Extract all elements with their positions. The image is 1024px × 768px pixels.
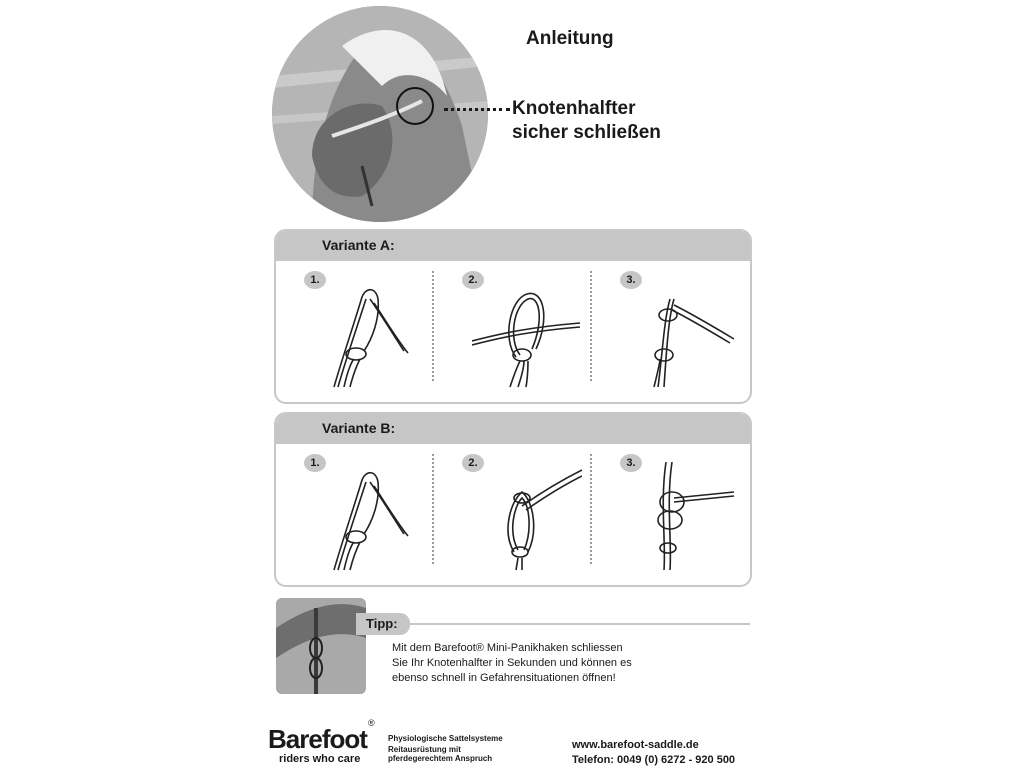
registered-mark: ® [368, 718, 375, 728]
tagline-line-1: Reitausrüstung mit [388, 745, 461, 754]
variant-b-step-1 [276, 444, 432, 572]
tip-label: Tipp: [356, 613, 410, 635]
step-number: 1. [304, 454, 326, 472]
tagline-riding-equipment [388, 745, 508, 763]
tagline-line-2: pferdegerechtem Anspruch [388, 754, 493, 763]
step-number: 2. [462, 454, 484, 472]
tip-divider [400, 623, 750, 625]
callout-line-1: Knotenhalfter [512, 98, 636, 119]
tip-line-1: Mit dem Barefoot® Mini-Panikhaken schliessen [392, 642, 623, 654]
variant-a-title: Variante A: [322, 237, 395, 253]
variant-a-panel [274, 229, 752, 404]
page-title: Anleitung [526, 28, 614, 49]
phone-number: Telefon: 0049 (0) 6272 - 920 500 [572, 754, 736, 766]
knot-step-3-icon [630, 279, 740, 389]
variant-b-step-3 [592, 444, 748, 572]
brand-tagline: riders who care [279, 753, 361, 765]
tip-photo [276, 598, 366, 694]
callout-leader [444, 108, 510, 111]
step-number: 1. [304, 271, 326, 289]
horse-photo [272, 6, 488, 222]
website-link[interactable]: www.barefoot-saddle.de [572, 739, 699, 751]
variant-b-title: Variante B: [322, 420, 396, 436]
tagline-saddle-systems: Physiologische Sattelsysteme [388, 734, 503, 743]
tip-line-2: Sie Ihr Knotenhalfter in Sekunden und können es [392, 657, 632, 669]
callout-line-2: sicher schließen [512, 122, 661, 143]
step-number: 3. [620, 454, 642, 472]
knot-step-2-icon [472, 462, 582, 572]
knot-step-1-icon [314, 462, 414, 572]
variant-b-panel [274, 412, 752, 587]
variant-a-step-3 [592, 261, 748, 389]
knot-step-1-icon [314, 279, 414, 389]
knot-step-2-icon [472, 279, 582, 389]
variant-b-step-2 [434, 444, 590, 572]
brand-logo: Barefoot [268, 724, 367, 754]
variant-a-step-1 [276, 261, 432, 389]
step-number: 2. [462, 271, 484, 289]
step-number: 3. [620, 271, 642, 289]
tip-line-3: ebenso schnell in Gefahrensituationen öffnen! [392, 672, 616, 684]
variant-a-step-2 [434, 261, 590, 389]
callout-text [512, 97, 661, 145]
contact-block [572, 738, 735, 768]
knot-step-3-icon [630, 462, 740, 572]
tip-text [392, 641, 662, 686]
